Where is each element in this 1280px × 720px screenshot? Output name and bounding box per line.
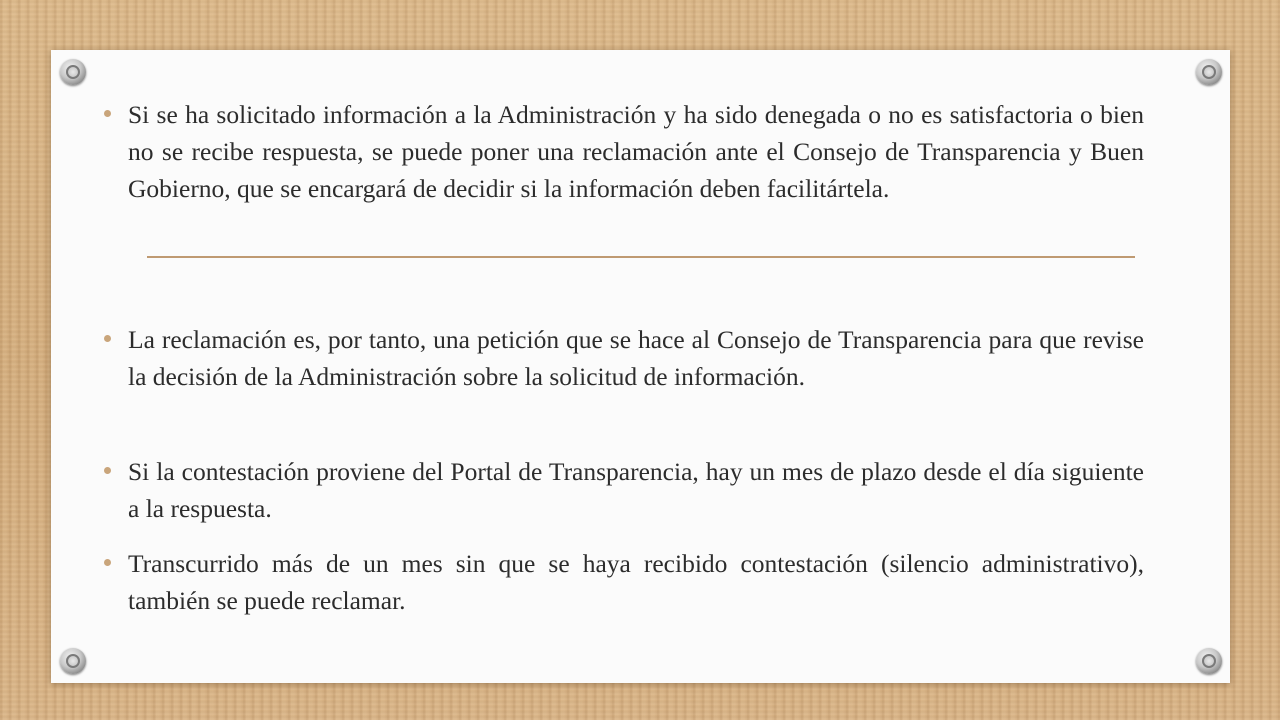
rivet-icon (1196, 648, 1222, 674)
bullet-paragraph-1: Si se ha solicitado información a la Administración y ha sido denegada o no es satisfactoria o bien no se recibe respuesta, se puede poner una reclamación ante el Consejo de Transparencia y Buen Gobierno, que se encargará de decidir si la información deben facilitártela. (128, 96, 1144, 207)
bullet-paragraph-3: Si la contestación proviene del Portal de Transparencia, hay un mes de plazo desde el día siguiente a la respuesta. (128, 453, 1144, 527)
divider-line (147, 256, 1135, 258)
rivet-icon (1196, 59, 1222, 85)
rivet-icon (60, 648, 86, 674)
bullet-paragraph-2: La reclamación es, por tanto, una petición que se hace al Consejo de Transparencia para que revise la decisión de la Administración sobre la solicitud de información. (128, 321, 1144, 395)
bullet-paragraph-4: Transcurrido más de un mes sin que se haya recibido contestación (silencio administrativo), también se puede reclamar. (128, 545, 1144, 619)
slide-card (51, 50, 1230, 683)
rivet-icon (60, 59, 86, 85)
